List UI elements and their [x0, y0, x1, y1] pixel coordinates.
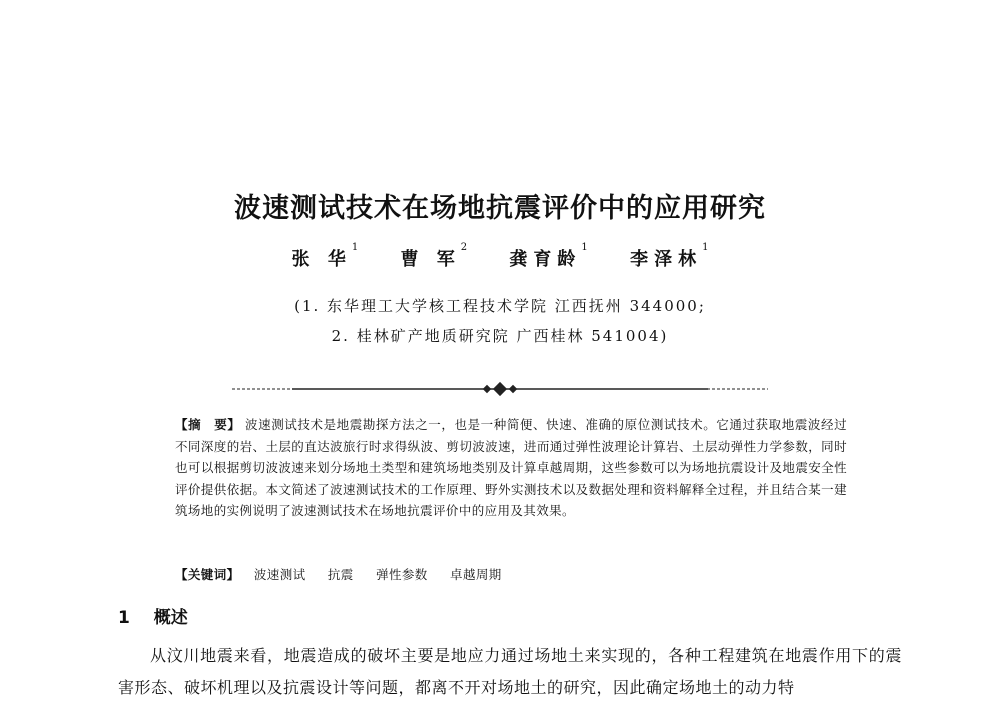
author-affiliation-mark: 2	[460, 242, 468, 253]
keywords	[175, 565, 847, 583]
paper-title: 波速测试技术在场地抗震评价中的应用研究	[234, 193, 766, 224]
author	[509, 242, 588, 271]
keyword: 抗震	[327, 567, 354, 582]
affiliation-line: (1. 东华理工大学核工程技术学院 江西抚州 344000;	[294, 297, 706, 315]
body-paragraph: 从汶川地震来看，地震造成的破坏主要是地应力通过场地土来实现的，各种工程建筑在地震作用下的震害形态、破坏机理以及抗震设计等问题，都离不开对场地土的研究，因此确定场地土的动力特	[118, 646, 902, 697]
ornamental-divider	[232, 381, 768, 397]
author-name: 李泽林	[630, 249, 703, 270]
author-affiliation-mark: 1	[351, 242, 359, 253]
keyword: 卓越周期	[450, 567, 502, 582]
section-title: 概述	[153, 608, 188, 628]
author-list	[0, 242, 1000, 271]
author	[630, 242, 709, 271]
author	[400, 242, 468, 271]
affiliation-line: 2. 桂林矿产地质研究院 广西桂林 541004)	[331, 327, 669, 345]
keywords-label: 【关键词】	[175, 567, 240, 582]
abstract-text: 波速测试技术是地震勘探方法之一，也是一种简便、快速、准确的原位测试技术。它通过获取地震波经过不同深度的岩、土层的直达波旅行时求得纵波、剪切波波速，进而通过弹性波理论计算岩、土层动弹性力学参数，同时也可以根据剪切波波速来划分场地土类型和建筑场地类别及计算卓越周期，这些参数可以为场地抗震设计及地震安全性评价提供依据。本文简述了波速测试技术的工作原理、野外实测技术以及数据处理和资料解释全过程，并且结合某一建筑场地的实例说明了波速测试技术在场地抗震评价中的应用及其效果。	[175, 417, 847, 518]
author-name: 张 华	[291, 249, 352, 270]
author-name: 曹 军	[400, 249, 461, 270]
author-affiliation-mark: 1	[581, 242, 588, 253]
keyword: 弹性参数	[376, 567, 428, 582]
author	[291, 242, 359, 271]
author-affiliation-mark: 1	[702, 242, 709, 253]
author-name: 龚育龄	[509, 249, 582, 270]
section-number: 1	[118, 608, 130, 628]
abstract	[175, 414, 847, 522]
section-heading	[118, 603, 188, 628]
keyword: 波速测试	[253, 567, 306, 582]
abstract-label: 【摘 要】	[175, 417, 241, 432]
